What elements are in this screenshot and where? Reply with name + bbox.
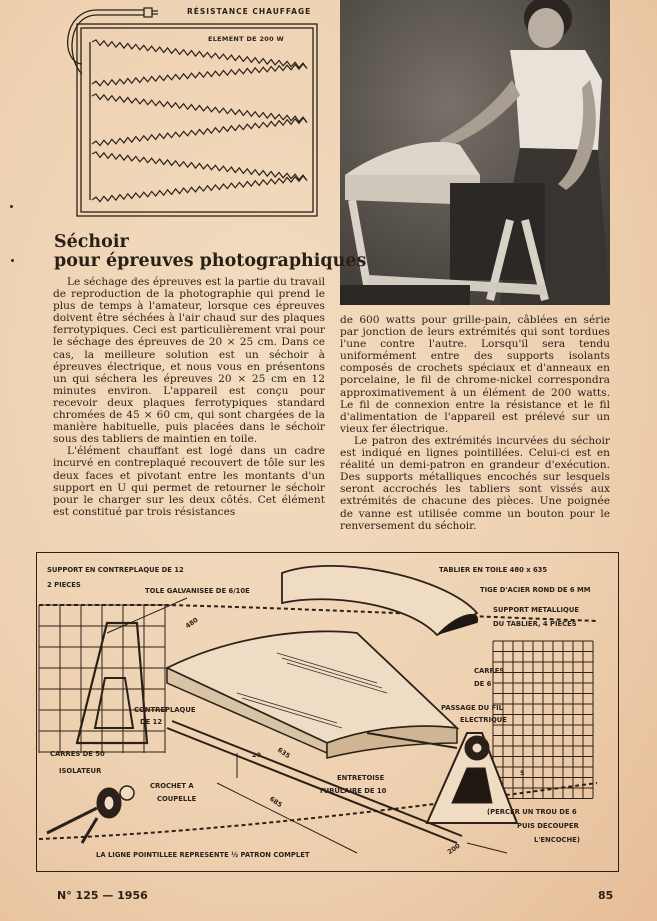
support-shape xyxy=(77,623,147,743)
label-ligne-pointillee: LA LIGNE POINTILLEE REPRESENTE ½ PATRON COMPLET xyxy=(96,851,310,859)
grid-right-pattern xyxy=(493,641,593,799)
label-support-metallique: SUPPORT METALLIQUE xyxy=(493,606,579,614)
construction-plan-diagram xyxy=(36,552,619,872)
diagram-frame-inner xyxy=(81,28,313,212)
label-carres-6: CARRES xyxy=(474,667,505,675)
label-carres-6-2: DE 6 xyxy=(474,680,492,688)
label-coupelle: COUPELLE xyxy=(157,795,197,803)
label-isolateur: ISOLATEUR xyxy=(59,767,102,775)
insulator-icon xyxy=(47,786,134,843)
plug-icon xyxy=(144,8,158,17)
article-column-left xyxy=(53,276,325,518)
label-support-contreplaque: SUPPORT EN CONTREPLAQUE DE 12 xyxy=(47,566,184,574)
heating-coil xyxy=(92,94,307,123)
dimension-480: 480 xyxy=(183,615,200,631)
label-passage-fil: PASSAGE DU FIL xyxy=(441,704,503,712)
support-cutout xyxy=(95,678,133,728)
label-tablier: TABLIER EN TOILE 480 x 635 xyxy=(439,566,548,574)
label-crochet: CROCHET A xyxy=(150,782,194,790)
label-tole: TOLE GALVANISEE DE 6/10E xyxy=(145,587,250,595)
label-carres-50: CARRES DE 50 xyxy=(50,750,105,758)
paragraph: Le séchage des épreuves est la partie du travail de reproduction de la photographie qui prend le plus de temps à l'amateur, lorsque ces épreuves doivent être séchées à l'air chaud sur des plaques ferrotypiques. Ceci est particulièrement vrai pour le séchage des épreuves de 20 × 25 cm. Dans ce cas, la meilleure solution est un séchoir à épreuves électrique, et nous vous en présentons un qui séchera les épreuves 20 × 25 cm en 12 minutes environ. L'appareil est conçu pour recevoir deux plaques ferrotypiques standard chromées de 45 × 60 cm, qui sont chargées de la manière habituelle, puis placées dans le séchoir sous des tabliers de maintien en toile. xyxy=(53,276,325,446)
issue-number: N° 125 — 1956 xyxy=(57,889,148,902)
paragraph: L'élément chauffant est logé dans un cadre incurvé en contreplaqué recouvert de tôle sur les deux faces et pivotant entre les montants d'un support en U qui permet de retourner le séchoir pour le charger sur les deux côtés. Cet élément est constitué par trois résistances xyxy=(53,445,325,518)
label-electrique: ELECTRIQUE xyxy=(460,716,507,724)
label-decouper: PUIS DECOUPER xyxy=(517,822,579,830)
scan-speck xyxy=(10,205,13,208)
label-tige: TIGE D'ACIER ROND DE 6 MM xyxy=(480,586,591,594)
dimension-200: 200 xyxy=(445,841,462,857)
heating-coil xyxy=(92,152,307,181)
heating-coil xyxy=(92,118,307,146)
label-percer: (PERCER UN TROU DE 6 xyxy=(487,808,577,816)
dimension-5: 5 xyxy=(520,769,525,777)
photo-woman-with-dryer xyxy=(340,0,610,305)
heating-coil xyxy=(92,176,307,202)
dimension-20: 20 xyxy=(252,751,262,759)
article-column-right xyxy=(340,314,610,532)
heating-coil xyxy=(92,40,307,69)
power-cord xyxy=(97,10,144,15)
resistance-title: RÉSISTANCE CHAUFFAGE xyxy=(187,7,312,16)
diagram-frame-outer xyxy=(77,24,317,216)
paragraph: de 600 watts pour grille-pain, câblées en série par jonction de leurs extrémités qui sont tordues l'une contre l'autre. Lorsqu'il sera tendu uniformément entre des supports isolants composés de crochets spéciaux et d'anneaux en porcelaine, le fil de chrome-nickel correspondra approximativement à un élément de 200 watts. Le fil de connexion entre la résistance et le fil d'alimentation de l'appareil est prélevé sur un vieux fer électrique. xyxy=(340,314,610,435)
element-label: ELEMENT DE 200 W xyxy=(208,35,284,43)
label-contreplaque: CONTREPLAQUE xyxy=(134,706,196,714)
article-title: Séchoir xyxy=(54,232,129,252)
page-number: 85 xyxy=(598,889,614,902)
dimension-line-480 xyxy=(107,598,187,633)
label-encoche: L'ENCOCHE) xyxy=(534,836,580,844)
dimension-685: 685 xyxy=(267,794,284,810)
scan-speck xyxy=(11,259,14,262)
dimension-635: 635 xyxy=(275,745,292,761)
label-tubulaire: TUBULAIRE DE 10 xyxy=(319,787,387,795)
label-2-pieces: 2 PIECES xyxy=(47,581,81,589)
label-entretoise: ENTRETOISE xyxy=(337,774,385,782)
heating-coil xyxy=(92,64,307,86)
article-subtitle: pour épreuves photographiques xyxy=(54,251,367,271)
label-support-metallique-2: DU TABLIER, 4 PIECES xyxy=(493,620,577,628)
dimension-line-200 xyxy=(467,843,507,853)
paragraph: Le patron des extrémités incurvées du séchoir est indiqué en lignes pointillées. Celui-ci est en réalité un demi-patron en grandeur d'exécution. Des supports métalliques encochés sur lesquels seront accrochés les tabliers sont vissés aux extrémités de chacune des pièces. Une poignée de vanne est utilisée comme un bouton pour le renversement du séchoir. xyxy=(340,434,610,532)
label-contreplaque-12: DE 12 xyxy=(140,718,163,726)
